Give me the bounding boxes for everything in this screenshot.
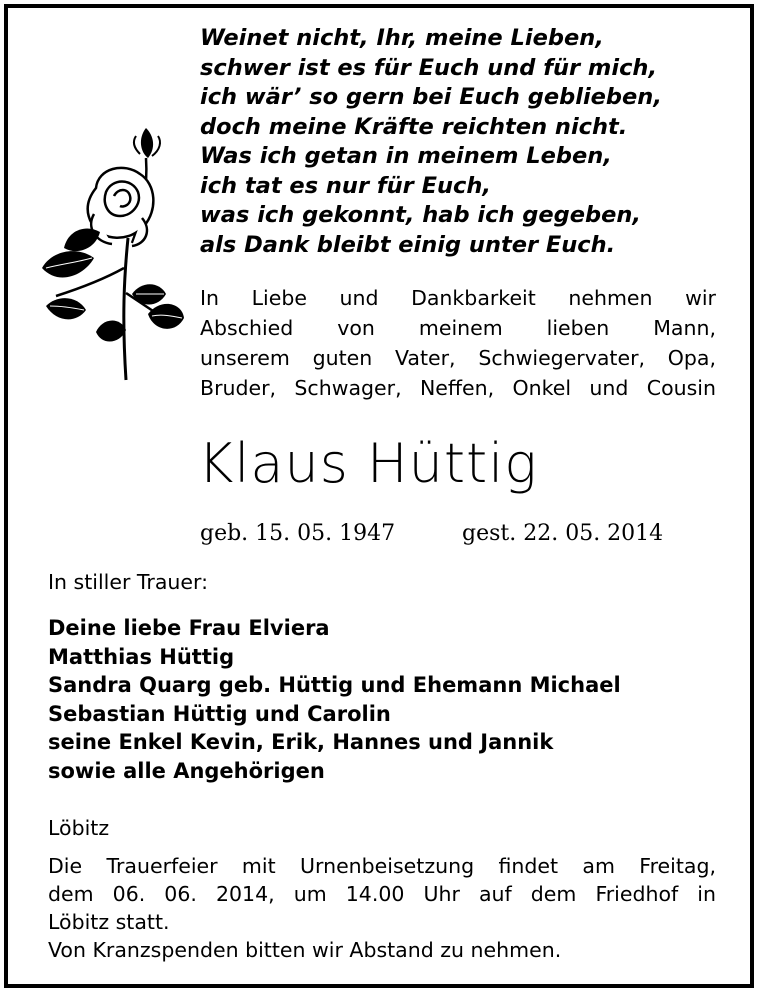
- poem-line: doch meine Kräfte reichten nicht.: [200, 113, 628, 140]
- mourner-line: Sandra Quarg geb. Hüttig und Ehemann Michael: [48, 673, 621, 698]
- mourner-line: Deine liebe Frau Elviera: [48, 616, 330, 640]
- ceremony-notice: [48, 852, 716, 964]
- mourner-line: Sebastian Hüttig und Carolin: [48, 701, 391, 726]
- intro-line: Bruder, Schwager, Neffen, Onkel und Cousin: [200, 376, 716, 400]
- mourner-line: seine Enkel Kevin, Erik, Hannes und Jannik: [48, 730, 554, 755]
- poem-line: ich wär’ so gern bei Euch geblieben,: [200, 84, 662, 110]
- ceremony-line: dem 06. 06. 2014, um 14.00 Uhr auf dem Friedhof in: [48, 882, 716, 906]
- mourner-line: sowie alle Angehörigen: [48, 758, 325, 783]
- birth-date: geb. 15. 05. 1947: [200, 521, 396, 546]
- intro-line: unserem guten Vater, Schwiegervater, Opa,: [200, 346, 716, 370]
- ceremony-line: Von Kranzspenden bitten wir Abstand zu nehmen.: [48, 938, 562, 962]
- poem: [200, 24, 730, 260]
- poem-line: ich tat es nur für Euch,: [200, 172, 491, 199]
- life-dates: [200, 519, 680, 549]
- ceremony-line: Die Trauerfeier mit Urnenbeisetzung findet am Freitag,: [48, 854, 716, 878]
- poem-line: was ich gekonnt, hab ich gegeben,: [200, 202, 641, 228]
- poem-line: Was ich getan in meinem Leben,: [200, 143, 612, 169]
- poem-line: Weinet nicht, Ihr, meine Lieben,: [200, 25, 604, 51]
- death-date: gest. 22. 05. 2014: [462, 521, 664, 546]
- mourner-line: Matthias Hüttig: [48, 644, 235, 669]
- ceremony-line: Löbitz statt.: [48, 910, 170, 934]
- mourners-label: In stiller Trauer:: [48, 570, 208, 594]
- intro-text: [200, 283, 716, 403]
- place-name: Löbitz: [48, 816, 110, 840]
- deceased-name: Klaus Hüttig: [198, 432, 538, 495]
- poem-line: als Dank bleibt einig unter Euch.: [200, 231, 616, 258]
- mourners-list: [48, 614, 728, 786]
- poem-line: schwer ist es für Euch und für mich,: [200, 54, 657, 81]
- intro-line: Abschied von meinem lieben Mann,: [200, 316, 716, 340]
- rose-icon: [36, 118, 186, 388]
- intro-line: In Liebe und Dankbarkeit nehmen wir: [200, 286, 716, 310]
